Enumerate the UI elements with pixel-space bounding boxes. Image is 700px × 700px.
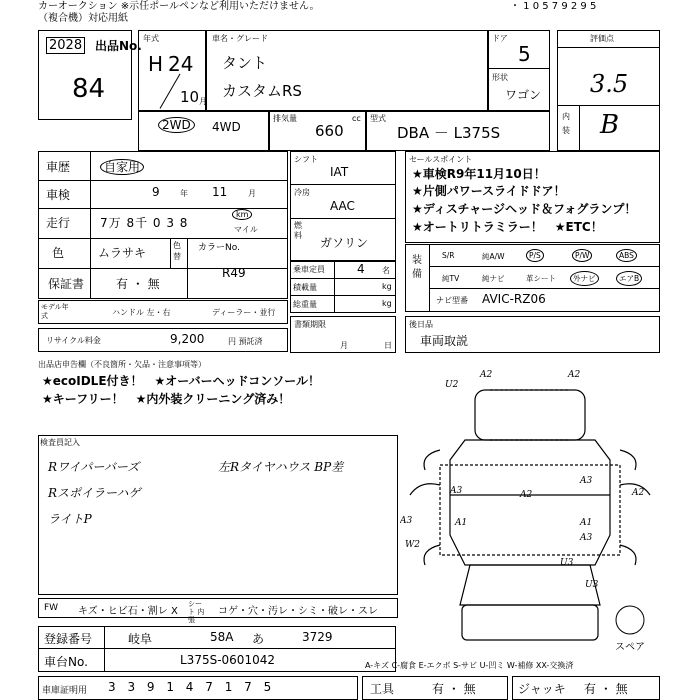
car-grade: カスタムRS <box>222 82 302 100</box>
capacity-label: 乗車定員 <box>293 265 325 274</box>
color-change-label: 色替 <box>173 241 181 261</box>
history-value: 自家用 <box>100 158 144 175</box>
navi-label: ナビ型番 <box>436 296 468 305</box>
lot-label: 出品No. <box>95 39 142 53</box>
registration-number: 3729 <box>302 630 333 644</box>
mileage-unit2: マイル <box>234 225 258 234</box>
warranty-label: 保証書 <box>48 277 85 291</box>
tools-value: 有 ・ 無 <box>432 682 476 696</box>
mark-w2: W2 <box>405 540 420 550</box>
import-label: モデル年式 <box>41 303 69 320</box>
import-handle: ハンドル 左・右 <box>112 308 171 317</box>
defect-seat-label: シート 内張 <box>188 600 205 624</box>
inspector-h2: Rスポイラーハゲ <box>48 486 141 500</box>
inspector-h1: Rワイパーバーズ <box>48 460 140 474</box>
after-label: 後日品 <box>409 320 433 329</box>
registration-label: 登録番号 <box>44 632 93 646</box>
inspection-month-unit: 月 <box>248 189 256 198</box>
mark-a2-right: A2 <box>568 370 581 380</box>
chassis-value: L375S-0601042 <box>180 653 275 667</box>
history-label: 車歴 <box>46 160 71 174</box>
shape-value: ワゴン <box>505 88 542 102</box>
import-dealer: ディーラー・並行 <box>212 308 276 317</box>
cert-digits: 3 3 9 1 4 7 1 7 5 <box>108 680 276 694</box>
equipment-sr: S/R <box>442 251 455 260</box>
year-era: H <box>148 52 164 76</box>
load-label: 積載量 <box>293 283 317 292</box>
sales-label: セールスポイント <box>409 155 473 164</box>
registration-kana: あ <box>252 632 265 646</box>
equipment-ext-navi: 外ナビ <box>570 271 599 286</box>
fuel-value: ガソリン <box>320 236 369 250</box>
navi-value: AVIC-RZ06 <box>482 292 546 306</box>
shape-label: 形状 <box>492 73 508 82</box>
doc-period-unit2: 日 <box>384 341 392 350</box>
displacement-value: 660 <box>315 122 344 140</box>
ac-label: 冷房 <box>294 188 310 197</box>
car-label: 車名・グレード <box>212 34 268 43</box>
equipment-seat: 革シート <box>526 274 556 283</box>
equipment-label: 装備 <box>412 255 422 280</box>
equipment-abs: ABS <box>616 249 637 262</box>
inspection-year: 9 <box>152 185 160 199</box>
weight-unit: kg <box>382 299 392 308</box>
lot-stamp: 2028 <box>46 37 85 54</box>
color-value: ムラサキ <box>98 246 147 260</box>
capacity-value: 4 <box>357 262 365 276</box>
mark-u3-2: U3 <box>585 580 599 590</box>
inspection-label: 車検 <box>46 188 71 202</box>
sales-point-4: ★オートリトラミラー！ ★ETC！ <box>412 220 603 234</box>
mileage-digits: 7万 8千 0 3 8 <box>100 216 189 230</box>
sales-point-3: ★ディスチャージヘッド＆フォグランプ！ <box>412 202 637 216</box>
cert-label: 車庫証明用 <box>42 686 88 696</box>
defect-seat-items: コゲ・穴・汚レ・シミ・破レ・スレ <box>218 606 378 617</box>
spare-label: スペア <box>615 642 645 653</box>
equipment-aw: 純A/W <box>482 252 505 261</box>
jack-value: 有 ・ 無 <box>584 682 628 696</box>
mark-u2: U2 <box>445 380 459 390</box>
equipment-tv: 純TV <box>442 274 460 283</box>
interior-value: B <box>600 110 620 140</box>
equipment-navi: 純ナビ <box>482 274 505 283</box>
inspection-year-unit: 年 <box>180 189 188 198</box>
drive-4wd[interactable]: 4WD <box>212 120 241 134</box>
score-value: 3.5 <box>590 70 629 98</box>
mark-u3-1: U3 <box>560 558 574 568</box>
equipment-ps: P/S <box>526 249 544 262</box>
model-value: DBA － L375S <box>397 124 501 142</box>
header-sub-text: （複合機）対応用紙 <box>38 13 128 24</box>
load-unit: kg <box>382 282 392 291</box>
year-label: 年式 <box>143 34 159 43</box>
drive-2wd[interactable]: 2WD <box>158 118 195 132</box>
color-code-label: カラーNo. <box>198 243 240 253</box>
recycle-value: 9,200 <box>170 332 205 346</box>
color-label: 色 <box>52 246 65 260</box>
displacement-unit: cc <box>352 114 361 123</box>
mark-a3-3: A3 <box>580 533 593 543</box>
equipment-pw: P/W <box>572 249 592 262</box>
mark-a2-mid: A2 <box>520 490 533 500</box>
mark-a3-side: A3 <box>400 516 413 526</box>
recycle-label: リサイクル料金 <box>46 336 101 345</box>
inspector-h3: ライトP <box>48 512 92 526</box>
lot-number: 84 <box>72 74 106 104</box>
car-name: タント <box>222 54 268 72</box>
registration-class: 58A <box>210 630 234 644</box>
legend: A-キズ C-腐食 E-エクボ S-サビ U-凹ミ W-補修 XX-交換済 <box>365 661 574 670</box>
shift-value: IAT <box>330 165 349 179</box>
mark-a3-left: A3 <box>450 486 463 496</box>
mark-a1-1: A1 <box>455 518 468 528</box>
fuel-label: 燃料 <box>294 221 302 240</box>
notes-line-2: ★キーフリー！ ★内外装クリーニング済み！ <box>42 392 291 406</box>
door-label: ドア <box>492 34 508 43</box>
defect-label: FW <box>44 603 59 613</box>
header-top-right: ・ 1 0 5 7 9 2 9 5 <box>510 1 597 12</box>
displacement-label: 排気量 <box>273 114 297 123</box>
color-code: R49 <box>222 266 246 280</box>
door-value: 5 <box>518 42 531 66</box>
mark-a2-top: A2 <box>480 370 493 380</box>
mark-a2-fr: A2 <box>632 488 645 498</box>
doc-period-unit: 月 <box>340 341 348 350</box>
year-value: 24 <box>168 52 194 76</box>
defect-items: キズ・ヒビ石・割レ X <box>78 606 178 617</box>
registration-place: 岐阜 <box>128 632 153 646</box>
sales-point-1: ★車検R9年11月10日！ <box>412 167 546 181</box>
inspector-h4: 左Rタイヤハウス BP差 <box>218 460 344 474</box>
capacity-unit: 名 <box>382 266 390 275</box>
tools-label: 工具 <box>370 682 395 696</box>
inspection-month: 11 <box>212 185 228 199</box>
mileage-unit: km <box>232 210 252 219</box>
equipment-airbag: エアB <box>616 271 642 286</box>
mark-a1-2: A1 <box>580 518 593 528</box>
weight-label: 総重量 <box>293 300 317 309</box>
shift-label: シフト <box>294 155 318 164</box>
mark-a3-rr: A3 <box>580 476 593 486</box>
mileage-label: 走行 <box>46 216 71 230</box>
warranty-value: 有 ・ 無 <box>116 277 160 291</box>
year-month: 10 <box>180 88 200 106</box>
notes-label: 出品店申告欄（不良箇所・欠品・注意事項等） <box>38 360 206 369</box>
doc-period-label: 書類期限 <box>294 320 326 329</box>
year-month-unit: 月 <box>199 97 207 106</box>
header-top-text: カーオークション ※示任ポールペンなど利用いただけません。 <box>38 1 320 12</box>
recycle-unit: 円 預託済 <box>228 337 263 346</box>
sales-point-2: ★片側パワースライドドア！ <box>412 184 566 198</box>
ac-value: AAC <box>330 199 355 213</box>
model-label: 型式 <box>370 114 386 123</box>
interior-label: 内装 <box>562 112 570 135</box>
inspector-label: 検査員記入 <box>40 438 80 447</box>
car-diagram <box>400 365 660 665</box>
after-value: 車両取説 <box>420 334 469 348</box>
chassis-label: 車台No. <box>44 655 88 669</box>
notes-line-1: ★ecoIDLE付き！ ★オーバーヘッドコンソール！ <box>42 374 320 388</box>
jack-label: ジャッキ <box>518 682 566 696</box>
score-label: 評価点 <box>590 34 614 43</box>
